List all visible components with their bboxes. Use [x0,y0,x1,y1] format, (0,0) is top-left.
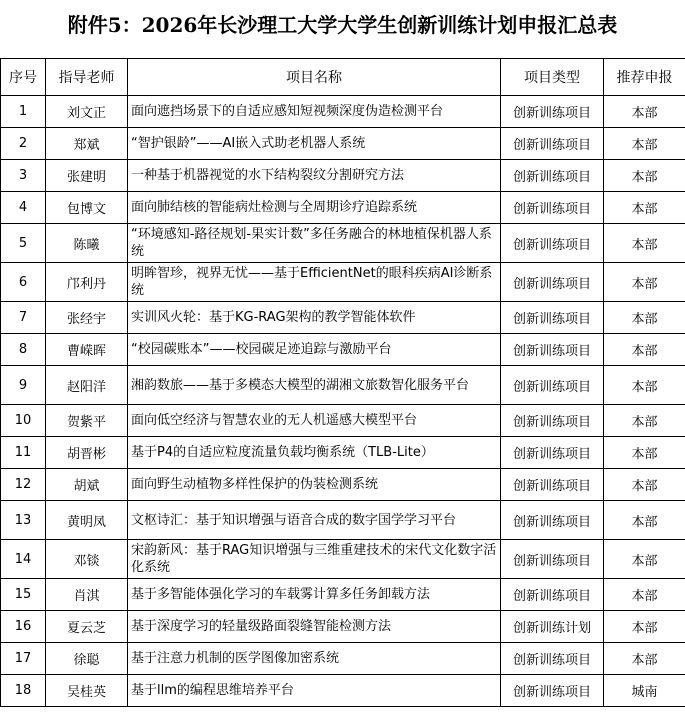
table-row [1,643,685,675]
table-row [1,579,685,611]
row-number: 8 [1,334,46,366]
project-type: 创新训练项目 [501,263,604,302]
teacher-name: 夏云芝 [46,611,128,643]
project-name: 面向低空经济与智慧农业的无人机遥感大模型平台 [128,405,501,437]
project-name: 基于llm的编程思维培养平台 [128,675,501,707]
recommend-campus: 本部 [604,192,685,224]
recommend-campus: 本部 [604,643,685,675]
row-number: 4 [1,192,46,224]
row-number: 14 [1,540,46,579]
row-number: 5 [1,224,46,263]
project-name: 实训风火轮：基于KG-RAG架构的教学智能体软件 [128,302,501,334]
recommend-campus: 本部 [604,405,685,437]
teacher-name: 黄明凤 [46,501,128,540]
project-type: 创新训练项目 [501,579,604,611]
project-type: 创新训练项目 [501,675,604,707]
table-row [1,302,685,334]
row-number: 18 [1,675,46,707]
teacher-name: 吴桂英 [46,675,128,707]
teacher-name: 胡晋彬 [46,437,128,469]
recommend-campus: 本部 [604,366,685,405]
table-row [1,675,685,707]
table-row [1,469,685,501]
project-name: 基于注意力机制的医学图像加密系统 [128,643,501,675]
project-name: 一种基于机器视觉的水下结构裂纹分割研究方法 [128,160,501,192]
project-name: 基于多智能体强化学习的车载雾计算多任务卸载方法 [128,579,501,611]
row-number: 7 [1,302,46,334]
project-name: 基于P4的自适应粒度流量负载均衡系统（TLB-Lite） [128,437,501,469]
project-type: 创新训练项目 [501,302,604,334]
project-type: 创新训练项目 [501,469,604,501]
teacher-name: 徐聪 [46,643,128,675]
header-teacher: 指导老师 [46,59,128,96]
project-type: 创新训练项目 [501,405,604,437]
project-type: 创新训练项目 [501,334,604,366]
recommend-campus: 本部 [604,263,685,302]
project-type: 创新训练项目 [501,540,604,579]
project-name: 面向肺结核的智能病灶检测与全周期诊疗追踪系统 [128,192,501,224]
row-number: 11 [1,437,46,469]
teacher-name: 肖淇 [46,579,128,611]
project-type: 创新训练项目 [501,643,604,675]
project-type: 创新训练项目 [501,224,604,263]
project-table [0,58,685,707]
table-row [1,160,685,192]
teacher-name: 刘文正 [46,96,128,128]
teacher-name: 包博文 [46,192,128,224]
document-title: 附件5：2026年长沙理工大学大学生创新训练计划申报汇总表 [67,13,618,37]
project-name: 湘韵数旅——基于多模态大模型的湖湘文旅数智化服务平台 [128,366,501,405]
project-name: “智护银龄”——AI嵌入式助老机器人系统 [128,128,501,160]
header-no: 序号 [1,59,46,96]
project-name: 文枢诗汇：基于知识增强与语音合成的数字国学学习平台 [128,501,501,540]
recommend-campus: 本部 [604,611,685,643]
recommend-campus: 本部 [604,501,685,540]
recommend-campus: 本部 [604,579,685,611]
teacher-name: 胡斌 [46,469,128,501]
project-type: 创新训练项目 [501,128,604,160]
row-number: 16 [1,611,46,643]
table-row [1,192,685,224]
header-recommend: 推荐申报 [604,59,685,96]
teacher-name: 邓锬 [46,540,128,579]
project-type: 创新训练项目 [501,366,604,405]
recommend-campus: 本部 [604,160,685,192]
table-row [1,405,685,437]
table-row [1,540,685,579]
teacher-name: 张建明 [46,160,128,192]
recommend-campus: 城南 [604,675,685,707]
project-name: 基于深度学习的轻量级路面裂缝智能检测方法 [128,611,501,643]
project-name: 面向野生动植物多样性保护的伪装检测系统 [128,469,501,501]
recommend-campus: 本部 [604,302,685,334]
table-row [1,263,685,302]
recommend-campus: 本部 [604,96,685,128]
project-name: 明眸智珍，视界无忧——基于EfficientNet的眼科疾病AI诊断系统 [128,263,501,302]
project-name: “环境感知-路径规划-果实计数”多任务融合的林地植保机器人系统 [128,224,501,263]
teacher-name: 张经宇 [46,302,128,334]
recommend-campus: 本部 [604,540,685,579]
project-name: “校园碳账本”——校园碳足迹追踪与激励平台 [128,334,501,366]
teacher-name: 曹嵘晖 [46,334,128,366]
row-number: 10 [1,405,46,437]
project-type: 创新训练项目 [501,501,604,540]
table-row [1,224,685,263]
recommend-campus: 本部 [604,437,685,469]
project-type: 创新训练项目 [501,437,604,469]
row-number: 13 [1,501,46,540]
teacher-name: 贺紫平 [46,405,128,437]
recommend-campus: 本部 [604,224,685,263]
table-row [1,96,685,128]
project-name: 面向遮挡场景下的自适应感知短视频深度伪造检测平台 [128,96,501,128]
project-type: 创新训练项目 [501,160,604,192]
project-name: 宋韵新风：基于RAG知识增强与三维重建技术的宋代文化数字活化系统 [128,540,501,579]
row-number: 2 [1,128,46,160]
project-type: 创新训练计划 [501,611,604,643]
table-row [1,366,685,405]
row-number: 3 [1,160,46,192]
teacher-name: 郑斌 [46,128,128,160]
table-header-row [1,59,685,96]
row-number: 17 [1,643,46,675]
teacher-name: 赵阳洋 [46,366,128,405]
table-row [1,334,685,366]
row-number: 1 [1,96,46,128]
recommend-campus: 本部 [604,469,685,501]
table-row [1,128,685,160]
row-number: 9 [1,366,46,405]
project-type: 创新训练项目 [501,96,604,128]
project-type: 创新训练项目 [501,192,604,224]
row-number: 6 [1,263,46,302]
table-row [1,437,685,469]
row-number: 15 [1,579,46,611]
header-project-type: 项目类型 [501,59,604,96]
row-number: 12 [1,469,46,501]
header-project-name: 项目名称 [128,59,501,96]
recommend-campus: 本部 [604,334,685,366]
teacher-name: 陈曦 [46,224,128,263]
teacher-name: 邝利丹 [46,263,128,302]
table-row [1,611,685,643]
recommend-campus: 本部 [604,128,685,160]
table-row [1,501,685,540]
